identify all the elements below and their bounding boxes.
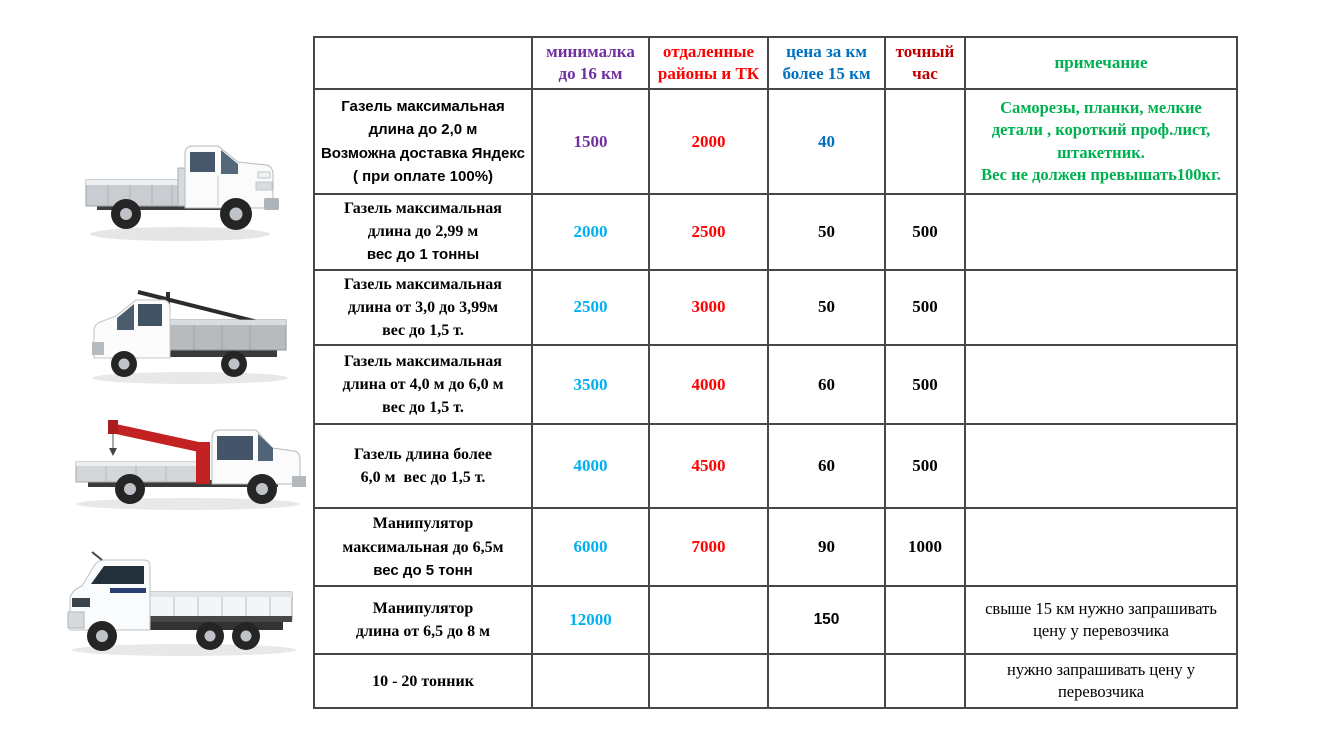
text-line: 10 - 20 тонник [372,672,474,690]
note-cell [965,654,1237,708]
text-line: длина от 3,0 до 3,99м [347,298,499,316]
note-cell [965,270,1237,346]
text-line: детали , короткий проф.лист, [991,120,1211,140]
row-label-cell [314,345,532,424]
truck-gazelle-next-icon [82,278,302,390]
text-line: длина до 2,0 м [368,121,478,139]
text-line: до 16 км [558,64,623,83]
per-km-cell: 60 [768,345,885,424]
text-line: минималка [546,41,635,61]
header-cell-1 [532,37,649,89]
per-km-cell [768,654,885,708]
hour-price-cell: 500 [885,424,965,508]
text-line: более 15 км [782,64,871,83]
text-line: цена за км [786,41,867,61]
header-cell-3 [768,37,885,89]
remote-price-cell: 4000 [649,345,768,424]
text-line: Газель максимальная [341,98,505,116]
remote-price-cell: 3000 [649,270,768,346]
note-cell [965,194,1237,270]
per-km-cell: 90 [768,508,885,586]
price-table-head-row [314,37,1237,89]
price-table-body [314,89,1237,708]
text-line: примечание [1054,52,1148,72]
truck-crane-manipulator-icon [58,402,316,514]
min-price-cell: 6000 [532,508,649,586]
text-line: вес до 5 тонн [373,561,473,579]
per-km-cell: 40 [768,89,885,194]
hour-price-cell [885,586,965,654]
table-row [314,654,1237,708]
text-line: вес до 1 тонны [366,246,480,264]
remote-price-cell: 4500 [649,424,768,508]
text-line: Газель максимальная [344,200,502,217]
table-row [314,270,1237,346]
remote-price-cell: 7000 [649,508,768,586]
price-table-head [314,37,1237,89]
table-row [314,89,1237,194]
text-line: 6,0 м вес до 1,5 т. [360,469,486,487]
text-line: длина от 6,5 до 8 м [355,623,491,641]
price-table [313,36,1238,709]
remote-price-cell [649,654,768,708]
row-label-cell [314,89,532,194]
table-row [314,508,1237,586]
text-line: Вес не должен превышать100кг. [981,164,1221,184]
row-label-cell [314,508,532,586]
min-price-cell: 4000 [532,424,649,508]
truck-heavy-flatbed-icon [58,548,313,660]
truck-heavy-flatbed-image [58,548,313,660]
text-line: Газель максимальная [344,275,502,293]
truck-crane-manipulator-image [58,402,316,514]
hour-price-cell: 500 [885,194,965,270]
text-line: Манипулятор [372,515,474,533]
text-line: длина до 2,99 м [367,223,479,241]
remote-price-cell: 2500 [649,194,768,270]
header-cell-2 [649,37,768,89]
text-line: перевозчика [1057,682,1145,702]
min-price-cell: 12000 [532,586,649,654]
table-row [314,345,1237,424]
text-line: Возможна доставка Яндекс [320,144,526,162]
truck-gazelle-next-image [82,278,302,390]
header-cell-0 [314,37,532,89]
remote-price-cell: 2000 [649,89,768,194]
truck-small-gazelle-image [72,96,292,254]
text-line: вес до 1,5 т. [382,399,464,417]
header-cell-5 [965,37,1237,89]
text-line: Газель максимальная [344,352,502,370]
hour-price-cell [885,89,965,194]
per-km-cell: 50 [768,194,885,270]
min-price-cell: 3500 [532,345,649,424]
remote-price-cell [649,586,768,654]
table-row [314,424,1237,508]
min-price-cell: 1500 [532,89,649,194]
note-cell [965,89,1237,194]
text-line: цену у перевозчика [1033,621,1169,641]
text-line: ( при оплате 100%) [352,167,494,185]
hour-price-cell: 500 [885,270,965,346]
text-line: Саморезы, планки, мелкие [1000,97,1202,117]
min-price-cell [532,654,649,708]
table-row [314,194,1237,270]
truck-small-gazelle-icon [72,96,292,254]
row-label-cell [314,654,532,708]
text-line: отдаленные [662,41,755,61]
header-cell-4 [885,37,965,89]
text-line: час [912,64,938,83]
per-km-cell: 150 [768,586,885,654]
note-cell [965,586,1237,654]
min-price-cell: 2000 [532,194,649,270]
text-line: штакетник. [1057,142,1145,162]
text-line: длина от 4,0 м до 6,0 м [342,376,504,394]
note-cell [965,508,1237,586]
row-label-cell [314,424,532,508]
row-label-cell [314,194,532,270]
per-km-cell: 50 [768,270,885,346]
hour-price-cell: 1000 [885,508,965,586]
text-line: свыше 15 км нужно запрашивать [985,598,1217,618]
note-cell [965,424,1237,508]
text-line: районы и ТК [657,64,760,83]
row-label-cell [314,586,532,654]
text-line: вес до 1,5 т. [382,321,464,339]
note-cell [965,345,1237,424]
row-label-cell [314,270,532,346]
hour-price-cell: 500 [885,345,965,424]
text-line: Манипулятор [372,599,474,617]
hour-price-cell [885,654,965,708]
text-line: максимальная до 6,5м [342,538,504,556]
min-price-cell: 2500 [532,270,649,346]
text-line: точный [895,41,955,61]
per-km-cell: 60 [768,424,885,508]
table-row [314,586,1237,654]
text-line: Газель длина более [353,445,492,463]
text-line: нужно запрашивать цену у [1007,659,1195,679]
